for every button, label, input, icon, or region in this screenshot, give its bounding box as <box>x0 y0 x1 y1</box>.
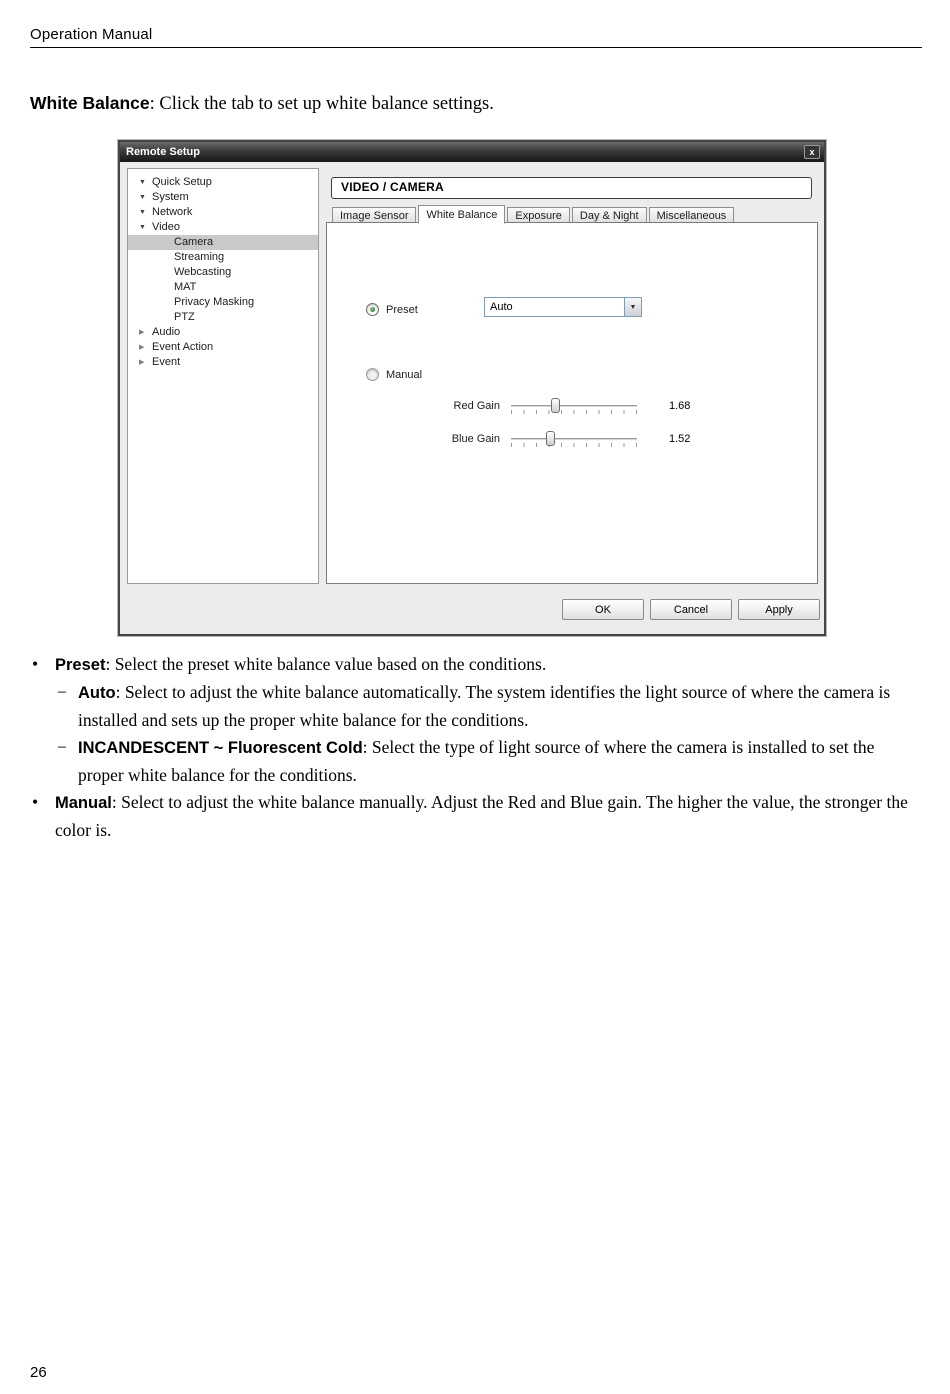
tab-image-sensor[interactable]: Image Sensor <box>332 207 416 224</box>
dropdown-arrow-icon[interactable] <box>624 298 641 316</box>
page-number: 26 <box>30 1364 47 1381</box>
tree-item-event-action[interactable] <box>128 340 318 355</box>
header-divider <box>30 47 922 48</box>
tree-item-event[interactable] <box>128 355 318 370</box>
tree-item-label: Streaming <box>174 251 225 263</box>
slider-track[interactable] <box>511 405 637 407</box>
triangle-down-icon[interactable] <box>139 220 152 235</box>
dialog-buttons <box>562 599 820 620</box>
bullet-marker: • <box>32 654 39 674</box>
tree-item-label: Webcasting <box>174 266 232 278</box>
close-button[interactable]: x <box>804 145 820 159</box>
bullet-text: : Select the type of light source of where the camera is installed to set the proper white balance for the conditions. <box>78 737 875 785</box>
tree-item-privacy-masking[interactable] <box>128 295 318 310</box>
tree-item-streaming[interactable] <box>128 250 318 265</box>
tree-item-audio[interactable] <box>128 325 318 340</box>
cancel-button[interactable]: Cancel <box>650 599 732 620</box>
bullet-marker: − <box>57 737 67 757</box>
tree-item-webcasting[interactable] <box>128 265 318 280</box>
bullet-marker: − <box>57 682 67 702</box>
tree-item-label: Event Action <box>152 341 214 353</box>
dialog-titlebar[interactable] <box>120 142 824 162</box>
tree-item-label: Quick Setup <box>152 176 212 188</box>
tab-miscellaneous[interactable]: Miscellaneous <box>649 207 735 224</box>
radio-dot <box>370 307 375 312</box>
settings-tree <box>127 168 319 584</box>
slider-thumb[interactable] <box>546 431 555 446</box>
tree-item-ptz[interactable] <box>128 310 318 325</box>
tab-white-balance[interactable]: White Balance <box>418 205 505 224</box>
tree-item-label: System <box>152 191 189 203</box>
tree-item-label: Privacy Masking <box>174 296 255 308</box>
blue-gain-value: 1.52 <box>669 433 691 445</box>
ok-button[interactable]: OK <box>562 599 644 620</box>
bullet-marker: • <box>32 792 39 812</box>
bullet-preset <box>30 651 922 679</box>
triangle-down-icon[interactable] <box>139 175 152 190</box>
bullet-text: : Select to adjust the white balance automatically. The system identifies the light source of where the camera is installed and sets up the proper white balance for the conditions. <box>78 682 891 730</box>
red-gain-value: 1.68 <box>669 400 691 412</box>
bullet-auto <box>57 679 922 734</box>
panel-title: VIDEO / CAMERA <box>331 177 812 199</box>
triangle-right-icon[interactable] <box>139 340 152 355</box>
bullet-text: : Select the preset white balance value based on the conditions. <box>105 654 547 674</box>
preset-select-value: Auto <box>490 301 513 313</box>
manual-label: Manual <box>386 369 423 381</box>
bullet-text: : Select to adjust the white balance manually. Adjust the Red and Blue gain. The higher the value, the stronger the color is. <box>55 792 908 840</box>
bullet-lead: Preset <box>55 656 106 674</box>
preset-select[interactable] <box>484 297 642 317</box>
document-header: Operation Manual <box>30 26 153 43</box>
preset-label: Preset <box>386 304 418 316</box>
red-gain-slider[interactable] <box>511 398 637 414</box>
slider-ticks <box>511 443 637 447</box>
tree-item-mat[interactable] <box>128 280 318 295</box>
tree-item-label: MAT <box>174 281 197 293</box>
triangle-right-icon[interactable] <box>139 325 152 340</box>
dialog-title: Remote Setup <box>126 146 200 158</box>
manual-radio[interactable] <box>366 368 379 381</box>
tree-item-quick-setup[interactable] <box>128 175 318 190</box>
intro-paragraph <box>30 93 494 115</box>
bullet-lead: Auto <box>78 684 116 702</box>
tree-item-system[interactable] <box>128 190 318 205</box>
blue-gain-label: Blue Gain <box>451 433 500 445</box>
red-gain-label: Red Gain <box>453 400 500 412</box>
tree-item-label: Camera <box>174 236 214 248</box>
bullet-manual <box>30 789 922 844</box>
tree-item-network[interactable] <box>128 205 318 220</box>
triangle-down-icon[interactable] <box>139 190 152 205</box>
bullet-lead: INCANDESCENT ~ Fluorescent Cold <box>78 739 363 757</box>
triangle-right-icon[interactable] <box>139 355 152 370</box>
blue-gain-slider[interactable] <box>511 431 637 447</box>
description-list <box>30 651 922 844</box>
tab-exposure[interactable]: Exposure <box>507 207 569 224</box>
tree-item-camera[interactable] <box>128 235 318 250</box>
tab-day-night[interactable]: Day & Night <box>572 207 647 224</box>
bullet-lead: Manual <box>55 794 112 812</box>
tab-content <box>326 222 818 584</box>
tree-item-video[interactable] <box>128 220 318 235</box>
apply-button[interactable]: Apply <box>738 599 820 620</box>
slider-track[interactable] <box>511 438 637 440</box>
intro-lead: White Balance <box>30 93 150 113</box>
slider-thumb[interactable] <box>551 398 560 413</box>
preset-radio[interactable] <box>366 303 379 316</box>
tree-item-label: PTZ <box>174 311 195 323</box>
tree-item-label: Video <box>152 221 180 233</box>
slider-ticks <box>511 410 637 414</box>
triangle-down-icon[interactable] <box>139 205 152 220</box>
bullet-incandescent <box>57 734 922 789</box>
intro-rest: : Click the tab to set up white balance settings. <box>149 94 494 114</box>
tree-item-label: Network <box>152 206 193 218</box>
remote-setup-dialog <box>118 140 826 636</box>
tree-item-label: Audio <box>152 326 181 338</box>
tree-item-label: Event <box>152 356 181 368</box>
